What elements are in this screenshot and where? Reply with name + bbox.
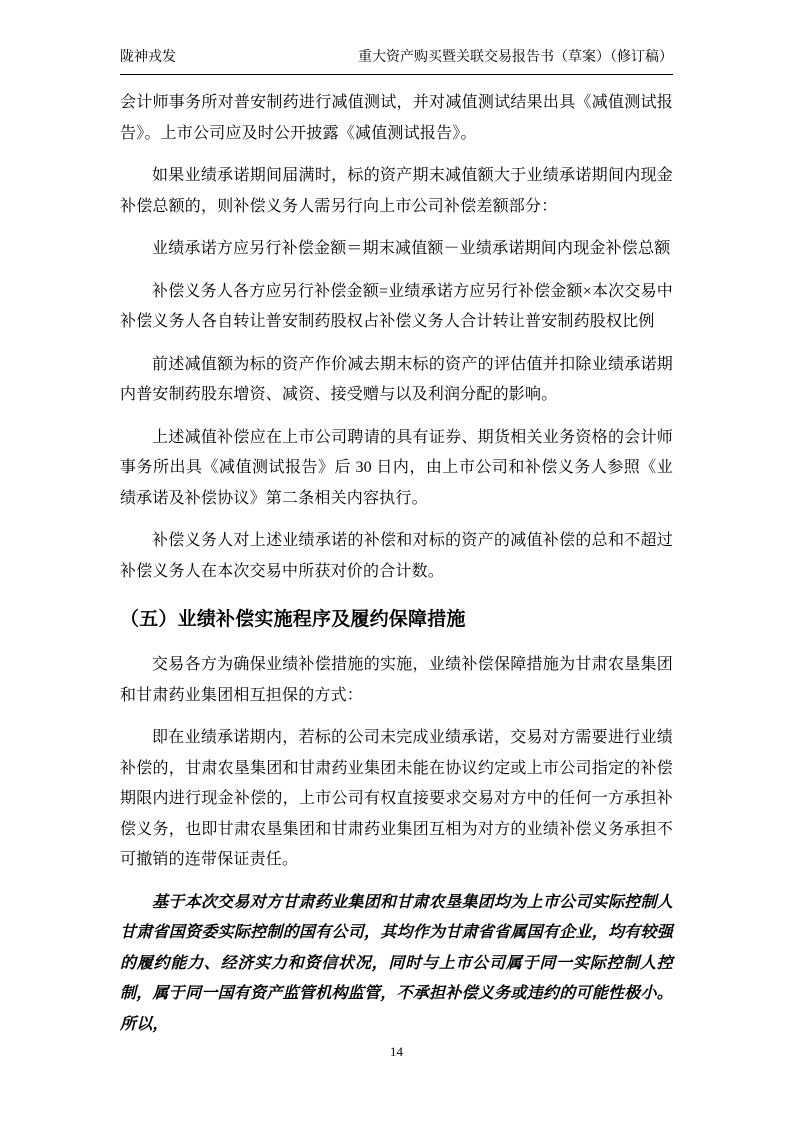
paragraph: 上述减值补偿应在上市公司聘请的具有证券、期货相关业务资格的会计师事务所出具《减值测试报告》后 30 日内，由上市公司和补偿义务人参照《业绩承诺及补偿协议》第二条相关内容执行。: [120, 428, 673, 507]
header-right-title: 重大资产购买暨关联交易报告书（草案）（修订稿）: [358, 50, 673, 65]
paragraph: 补偿义务人对上述业绩承诺的补偿和对标的资产的减值补偿的总和不超过补偿义务人在本次交易中所获对价的合计数。: [120, 532, 673, 580]
paragraph-emphasis: 基于本次交易对方甘肃药业集团和甘肃农垦集团均为上市公司实际控制人甘肃省国资委实际控制的国有公司，其均作为甘肃省省属国有企业，均有较强的履约能力、经济实力和资信状况，同时与上市公司属于同一实际控制人控制，属于同一国有资产监管机构监管，不承担补偿义务或违约的可能性极小。所以，: [120, 893, 673, 1033]
paragraph: 交易各方为确保业绩补偿措施的实施，业绩补偿保障措施为甘肃农垦集团和甘肃药业集团相互担保的方式：: [120, 656, 673, 704]
page-footer: [0, 1044, 793, 1060]
formula-line: 业绩承诺方应另行补偿金额＝期末减值额－业绩承诺期间内现金补偿总额: [152, 240, 671, 257]
paragraph: 如果业绩承诺期间届满时，标的资产期末减值额大于业绩承诺期间内现金补偿总额的，则补偿义务人需另行向上市公司补偿差额部分：: [120, 167, 673, 215]
section-heading: （五）业绩补偿实施程序及履约保障措施: [120, 609, 466, 630]
paragraph-carryover: 会计师事务所对普安制药进行减值测试，并对减值测试结果出具《减值测试报告》。上市公司应及时公开披露《减值测试报告》。: [120, 94, 673, 142]
page-header: [120, 48, 673, 75]
page-number: 14: [390, 1044, 403, 1059]
paragraph: 前述减值额为标的资产作价减去期末标的资产的评估值并扣除业绩承诺期内普安制药股东增资、减资、接受赠与以及利润分配的影响。: [120, 355, 673, 403]
paragraph: 即在业绩承诺期内，若标的公司未完成业绩承诺，交易对方需要进行业绩补偿的，甘肃农垦集团和甘肃药业集团未能在协议约定或上市公司指定的补偿期限内进行现金补偿的，上市公司有权直接要求交易对方中的任何一方承担补偿义务，也即甘肃农垦集团和甘肃药业集团互相为对方的业绩补偿义务承担不可撤销的连带保证责任。: [120, 729, 673, 868]
formula-paragraph: 补偿义务人各方应另行补偿金额=业绩承诺方应另行补偿金额×本次交易中补偿义务人各自转让普安制药股权占补偿义务人合计转让普安制药股权比例: [120, 282, 673, 330]
document-body: [120, 88, 673, 1052]
header-left-title: 陇神戎发: [120, 50, 176, 65]
